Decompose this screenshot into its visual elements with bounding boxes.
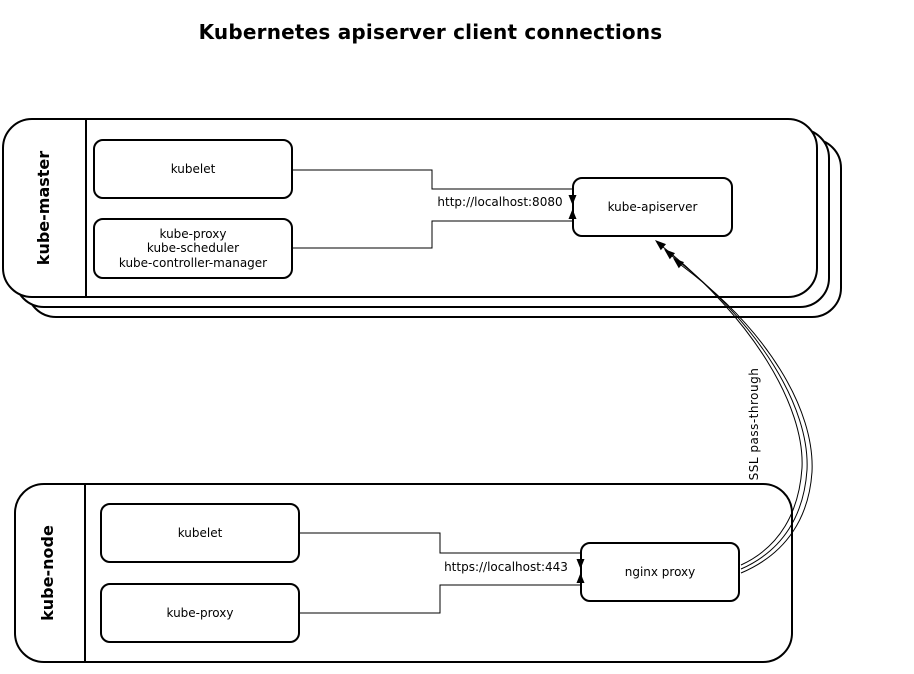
diagram-title: Kubernetes apiserver client connections bbox=[198, 20, 663, 44]
apiserver-label: kube-apiserver bbox=[607, 199, 698, 214]
node-label-divider bbox=[84, 484, 86, 662]
master-services-box bbox=[93, 218, 293, 279]
nginx-proxy-box bbox=[580, 542, 740, 602]
master-service-kube-scheduler: kube-scheduler bbox=[146, 241, 240, 256]
master-container-label: kube-master bbox=[34, 150, 53, 266]
node-container-label: kube-node bbox=[38, 525, 57, 621]
nginx-proxy-label: nginx proxy bbox=[624, 564, 696, 579]
node-kube-proxy-label: kube-proxy bbox=[166, 605, 234, 620]
master-services-label bbox=[119, 227, 267, 270]
node-kube-proxy-box bbox=[100, 583, 300, 643]
master-service-kube-controller-manager: kube-controller-manager bbox=[118, 255, 268, 270]
apiserver-box bbox=[572, 177, 733, 237]
node-connection-label: https://localhost:443 bbox=[444, 560, 568, 574]
node-kubelet-label: kubelet bbox=[177, 525, 223, 540]
master-label-divider bbox=[85, 119, 87, 297]
node-kubelet-box bbox=[100, 503, 300, 563]
master-service-kube-proxy: kube-proxy bbox=[159, 226, 227, 241]
master-kubelet-box bbox=[93, 139, 293, 199]
master-kubelet-label: kubelet bbox=[170, 161, 216, 176]
ssl-passthrough-label: SSL pass-through bbox=[747, 367, 761, 481]
master-connection-label: http://localhost:8080 bbox=[437, 195, 563, 209]
